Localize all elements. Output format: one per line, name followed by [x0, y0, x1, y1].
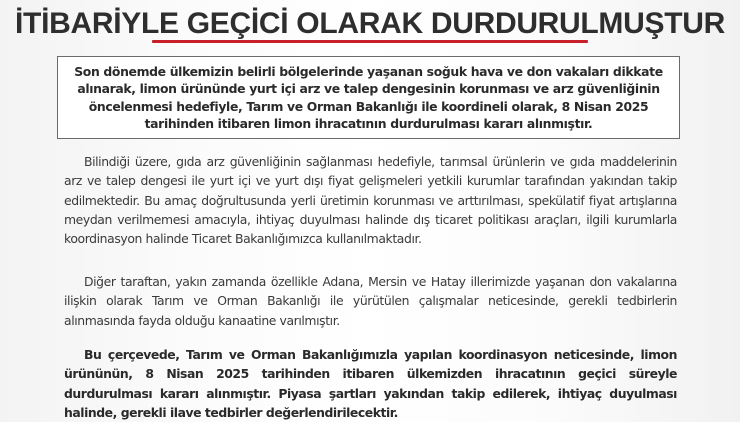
page-title: İTİBARİYLE GEÇİCİ OLARAK DURDURULMUŞTUR — [15, 7, 725, 41]
summary-box — [57, 56, 680, 139]
body-paragraph-2: Diğer taraftan, yakın zamanda özellikle Adana, Mersin ve Hatay illerimizde yaşanan don vakalarına ilişkin olarak Tarım ve Orman Bakanlığı ile yürütülen çalışmalar neticesinde, gerekli tedbirlerin alınmasında fayda olduğu kanaatine varılmıştır. — [64, 274, 677, 328]
title-divider — [152, 40, 588, 43]
body-paragraph-1: Bilindiği üzere, gıda arz güvenliğinin sağlanması hedefiyle, tarımsal ürünlerin ve gıda maddelerinin arz ve talep dengesi ile yurt içi ve yurt dışı fiyat gelişmeleri yetkili kurumlar tarafından yakından takip edilmektedir. Bu amaç doğrultusunda yerli üretimin korunması ve arttırılması, spekülatif fiyat artışlarına meydan verilmemesi amacıyla, ihtiyaç duyulması halinde dış ticaret politikası araçları, ilgili kurumlarla koordinasyon halinde Ticaret Bakanlığımızca kullanılmaktadır. — [64, 154, 677, 247]
body-paragraph-3: Bu çerçevede, Tarım ve Orman Bakanlığımızla yapılan koordinasyon neticesinde, limon ürününün, 8 Nisan 2025 tarihinden itibaren ülkemizden ihracatının geçici süreyle durdurulması kararı alınmıştır. Piyasa şartları yakından takip edilerek, ihtiyaç duyulması halinde, gerekli ilave tedbirler değerlendirilecektir. — [64, 347, 677, 420]
summary-text: Son dönemde ülkemizin belirli bölgelerinde yaşanan soğuk hava ve don vakaları dikkate alınarak, limon ürününde yurt içi arz ve talep dengesinin korunması ve arz güvenliğinin öncelenmesi hedefiyle, Tarım ve Orman Bakanlığı ile koordineli olarak, 8 Nisan 2025 tarihinden itibaren limon ihracatının durdurulması kararı alınmıştır. — [74, 63, 663, 131]
